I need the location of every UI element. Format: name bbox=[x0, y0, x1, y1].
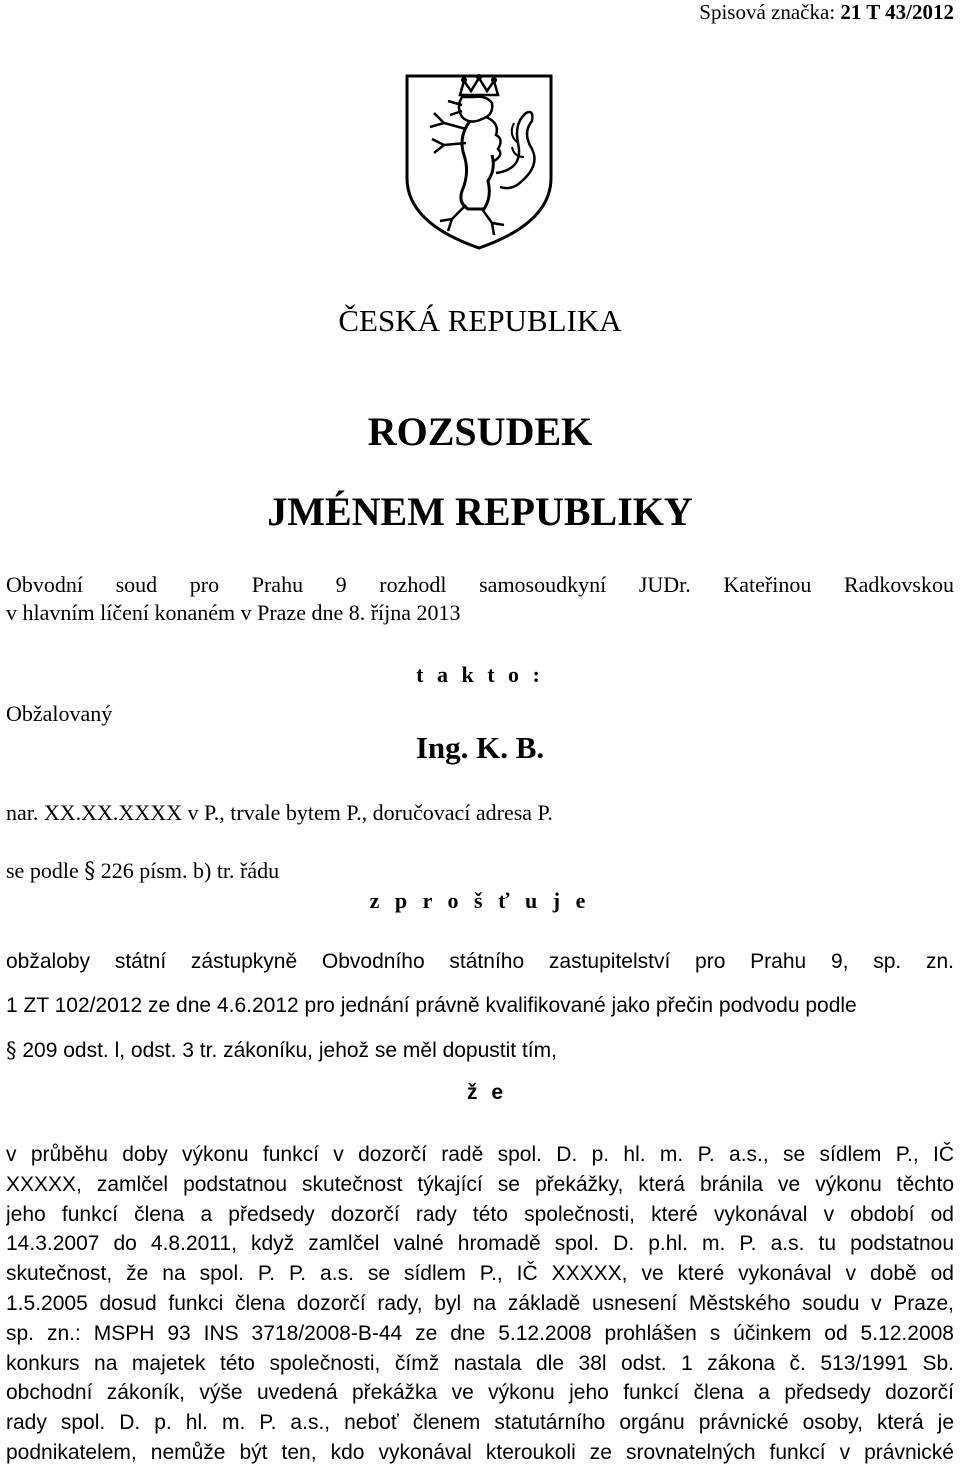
document-subtitle: JMÉNEM REPUBLIKY bbox=[267, 489, 693, 534]
czech-lion-coat-of-arms-icon bbox=[404, 73, 554, 251]
law-reference-prefix: se podle bbox=[6, 858, 79, 883]
body-line: obchodní zákoník, výše uvedená překážka ve výkonu jeho funkcí člena a předsedy dozorčí bbox=[6, 1381, 954, 1405]
law-reference-text: 226 písm. b) tr. řádu bbox=[100, 858, 280, 883]
takto-heading: t a k t o : bbox=[416, 662, 544, 687]
accused-name: Ing. K. B. bbox=[415, 730, 545, 765]
case-reference-label: Spisová značka: bbox=[699, 0, 836, 24]
case-reference-number: 21 T 43/2012 bbox=[840, 0, 954, 24]
accused-label: Obžalovaný bbox=[6, 701, 113, 726]
charge-line-2: 1 ZT 102/2012 ze dne 4.6.2012 pro jednání právně kvalifikované jako přečin podvodu podle bbox=[6, 994, 857, 1017]
law-reference bbox=[6, 858, 279, 884]
body-line: jeho funkcí člena a předsedy dozorčí rady této společnosti, které vykonával v období od bbox=[6, 1202, 954, 1226]
country-heading: ČESKÁ REPUBLIKA bbox=[338, 303, 622, 338]
body-line: 14.3.2007 do 4.8.2011, když zamlčel valné hromadě spol. D. p.hl. m. P. a.s. tu podstatnou bbox=[6, 1232, 954, 1256]
intro-line-2: v hlavním líčení konaném v Praze dne 8. října 2013 bbox=[6, 600, 461, 625]
factual-description bbox=[6, 1140, 954, 1468]
body-line: XXXXX, zamlčel podstatnou skutečnost týkající se překážky, která bránila ve výkonu těchto bbox=[6, 1172, 954, 1196]
verdict-heading: z p r o š ť u j e bbox=[369, 888, 591, 913]
body-line: konkurs na majetek této společnosti, čímž nastala dle 38l odst. 1 zákona č. 513/1991 Sb. bbox=[6, 1351, 954, 1375]
charge-line-1: obžaloby státní zástupkyně Obvodního státního zastupitelství pro Prahu 9, sp. zn. bbox=[6, 950, 954, 973]
body-line: rady spol. D. p. hl. m. P. a.s., neboť členem statutárního orgánu právnické osoby, která je bbox=[6, 1411, 954, 1435]
section-symbol: § bbox=[84, 859, 96, 884]
ze-heading: ž e bbox=[467, 1081, 508, 1104]
body-line: v průběhu doby výkonu funkcí v dozorčí radě spol. D. p. hl. m. P. a.s., se sídlem P., IČ bbox=[6, 1143, 954, 1166]
body-line: skutečnost, že na spol. P. P. a.s. se sídlem P., IČ XXXXX, ve které vykonával v době od bbox=[6, 1262, 954, 1286]
body-line: sp. zn.: MSPH 93 INS 3718/2008-B-44 ze dne 5.12.2008 prohlášen s účinkem od 5.12.2008 bbox=[6, 1321, 954, 1345]
charge-line-3 bbox=[6, 1038, 557, 1063]
section-symbol: § bbox=[6, 1038, 17, 1062]
accused-details: nar. XX.XX.XXXX v P., trvale bytem P., doručovací adresa P. bbox=[6, 800, 553, 825]
intro-line-1: Obvodní soud pro Prahu 9 rozhodl samosoudkyní JUDr. Kateřinou Radkovskou bbox=[6, 572, 954, 597]
body-line: podnikatelem, nemůže být ten, kdo vykonával kteroukoli ze srovnatelných funkcí v právnické bbox=[6, 1440, 954, 1464]
charge-line-3-text: 209 odst. l, odst. 3 tr. zákoníku, jehož se měl dopustit tím, bbox=[22, 1039, 557, 1062]
case-reference bbox=[699, 0, 954, 25]
document-title: ROZSUDEK bbox=[367, 409, 593, 454]
body-line: 1.5.2005 dosud funkci člena dozorčí rady, byl na základě usnesení Městského soudu v Praze, bbox=[6, 1291, 954, 1315]
